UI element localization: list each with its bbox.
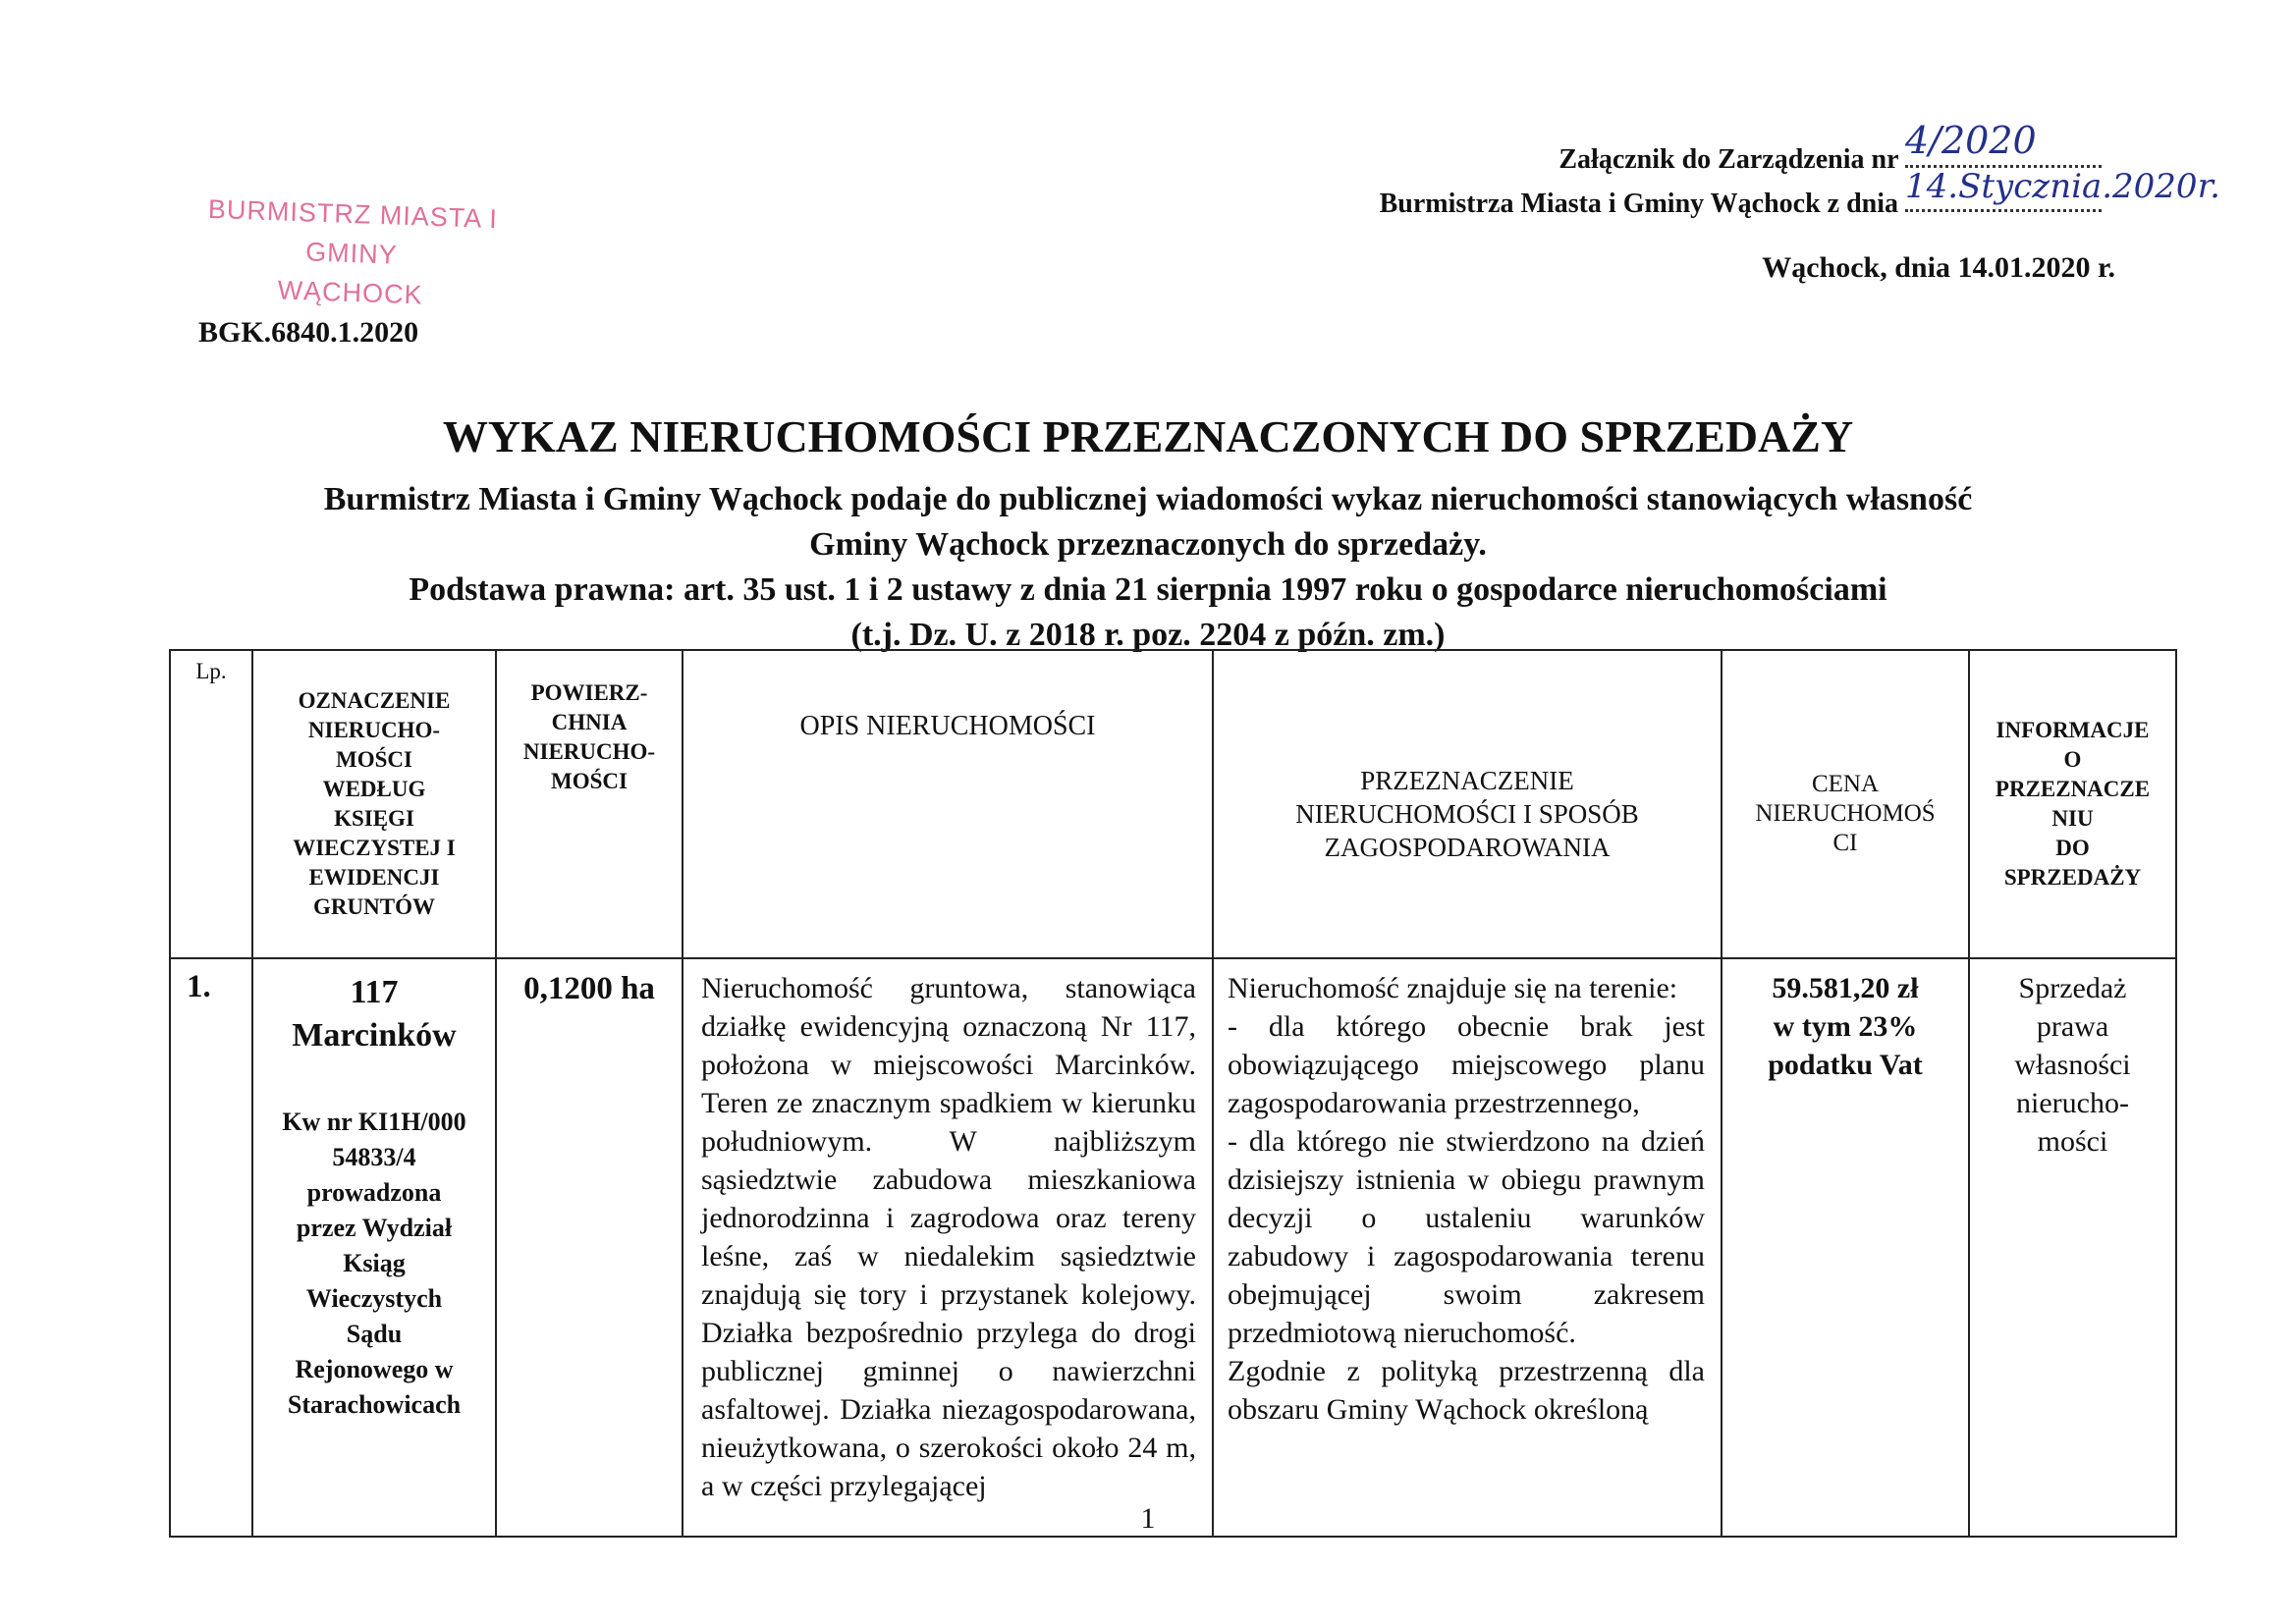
land-register-line: Rejonowego w [295, 1355, 454, 1383]
parcel-number: 117 [350, 974, 399, 1010]
header-description [683, 650, 1213, 958]
row-price [1722, 958, 1969, 1537]
header-designation-line: KSIĘGI [334, 806, 414, 831]
destination-paragraph: - dla którego nie stwierdzono na dzień dzisiejszy istnienia w obiegu prawnym decyzji o ustaleniu warunków zabudowy i zagospodarowania terenu obejmującej swoim zakresem przedmiotową nieruchomość. [1228, 1125, 1705, 1349]
price-line: podatku Vat [1768, 1049, 1923, 1081]
header-area [496, 650, 683, 958]
document-title: WYKAZ NIERUCHOMOŚCI PRZEZNACZONYCH DO SPRZEDAŻY [442, 411, 1854, 461]
header-destination [1213, 650, 1722, 958]
attachment-label: Załącznik do Zarządzenia nr [1558, 144, 1898, 175]
header-lp: Lp. [170, 650, 252, 958]
row-area: 0,1200 ha [496, 958, 683, 1537]
header-info-line: O [2063, 747, 2082, 772]
stamp-line-1: BURMISTRZ MIASTA I GMINY [207, 193, 499, 270]
table-row [170, 958, 2176, 1537]
header-area-line: NIERUCHO- [522, 739, 656, 764]
intro-line-3: Podstawa prawna: art. 35 ust. 1 i 2 ustawy z dnia 21 sierpnia 1997 roku o gospodarce nieruchomościami [409, 571, 1887, 608]
header-designation-line: GRUNTÓW [313, 894, 435, 919]
intro-line-2: Gminy Wąchock przeznaczonych do sprzedaży. [809, 526, 1487, 563]
land-register-line: Kw nr KI1H/000 [282, 1108, 466, 1136]
header-area-line: POWIERZ- [530, 680, 648, 705]
header-info-line: NIU [2051, 806, 2094, 831]
header-area-line: MOŚCI [551, 769, 628, 793]
header-info-line: DO [2055, 836, 2090, 860]
row-description: Nieruchomość gruntowa, stanowiąca działkę ewidencyjną oznaczoną Nr 117, położona w miejscowości Marcinków. Teren ze znacznym spadkiem w kierunku południowym. W najbliższym sąsiedztwie zabudowa mieszkaniowa jednorodzinna i zagrodowa oraz tereny leśne, zaś w niedalekim sąsiedztwie znajdują się tory i przystanek kolejowy. Działka bezpośrednio przylega do drogi publicznej gminnej o nawierzchni asfaltowej. Działka niezagospodarowana, nieużytkowana, o szerokości około 24 m, a w części przylegającej [683, 958, 1213, 1537]
land-register-line: Wieczystych [305, 1284, 443, 1313]
header-designation [252, 650, 496, 958]
header-area-line: CHNIA [551, 710, 628, 734]
ordinance-number-field [1905, 119, 2102, 168]
ordinance-date-field [1905, 167, 2220, 212]
row-lp: 1. [170, 958, 252, 1537]
land-register-line: Ksiąg [343, 1249, 406, 1277]
header-destination-line: ZAGOSPODAROWANIA [1324, 833, 1611, 862]
header-designation-line: EWIDENCJI [308, 865, 440, 890]
header-info-line: INFORMACJE [1995, 718, 2150, 742]
header-destination-line: PRZEZNACZENIE [1360, 766, 1574, 795]
municipal-stamp [163, 188, 540, 318]
table-header-row [170, 650, 2176, 958]
land-register-line: 54833/4 [332, 1143, 416, 1171]
attachment-line-2 [1379, 167, 2220, 226]
header-info [1969, 650, 2176, 958]
row-designation [252, 958, 496, 1537]
destination-paragraph: Nieruchomość znajduje się na terenie: [1228, 972, 1678, 1004]
info-line: nierucho- [2016, 1087, 2129, 1119]
land-register-info [253, 1105, 495, 1423]
attachment-date-label: Burmistrza Miasta i Gminy Wąchock z dnia [1379, 189, 1898, 219]
destination-paragraph: Zgodnie z polityką przestrzenną dla obszaru Gminy Wąchock określoną [1228, 1355, 1705, 1426]
handwritten-ordinance-date: 14.Stycznia.2020r. [1905, 167, 2220, 206]
header-price-line: CI [1832, 830, 1858, 856]
stamp-line-2: WĄCHOCK [277, 275, 424, 310]
info-line: własności [2014, 1049, 2131, 1081]
intro-text [137, 477, 2159, 658]
land-register-line: Starachowicach [287, 1390, 462, 1419]
land-register-line: przez Wydział [296, 1214, 453, 1242]
header-designation-line: WEDŁUG [322, 777, 426, 801]
info-line: prawa [2036, 1010, 2109, 1043]
header-destination-line: NIERUCHOMOŚCI I SPOSÓB [1295, 799, 1639, 829]
handwritten-ordinance-number: 4/2020 [1905, 119, 2037, 162]
header-designation-line: WIECZYSTEJ I [293, 836, 456, 860]
header-designation-line: NIERUCHO- [307, 718, 441, 742]
header-price [1722, 650, 1969, 958]
header-price-line: CENA [1811, 771, 1880, 797]
intro-line-4: (t.j. Dz. U. z 2018 r. poz. 2204 z późn. zm.) [850, 617, 1446, 653]
price-line: w tym 23% [1773, 1010, 1918, 1043]
parcel-locality: Marcinków [292, 1017, 457, 1054]
property-table [169, 649, 2177, 1538]
header-price-line: NIERUCHOMOŚ [1755, 800, 1936, 827]
price-line: 59.581,20 zł [1772, 972, 1919, 1004]
header-info-line: PRZEZNACZE [1995, 777, 2151, 801]
row-destination [1213, 958, 1722, 1537]
place-and-date: Wąchock, dnia 14.01.2020 r. [1762, 251, 2115, 284]
header-designation-line: OZNACZENIE [298, 688, 451, 713]
land-register-line: Sądu [346, 1320, 403, 1348]
header-info-line: SPRZEDAŻY [2003, 865, 2142, 890]
page-number: 1 [1140, 1502, 1156, 1535]
info-line: mości [2037, 1125, 2108, 1158]
case-signature: BGK.6840.1.2020 [198, 316, 419, 349]
header-description-text: OPIS NIERUCHOMOŚCI [799, 711, 1096, 741]
intro-line-1: Burmistrz Miasta i Gminy Wąchock podaje do publicznej wiadomości wykaz nieruchomości stanowiących własność [323, 481, 1973, 517]
land-register-line: prowadzona [306, 1178, 442, 1207]
destination-paragraph: - dla którego obecnie brak jest obowiązującego miejscowego planu zagospodarowania przestrzennego, [1228, 1010, 1705, 1119]
info-line: Sprzedaż [2018, 972, 2127, 1004]
header-designation-line: MOŚCI [336, 747, 412, 772]
attachment-note [1379, 119, 2220, 226]
row-info [1969, 958, 2176, 1537]
